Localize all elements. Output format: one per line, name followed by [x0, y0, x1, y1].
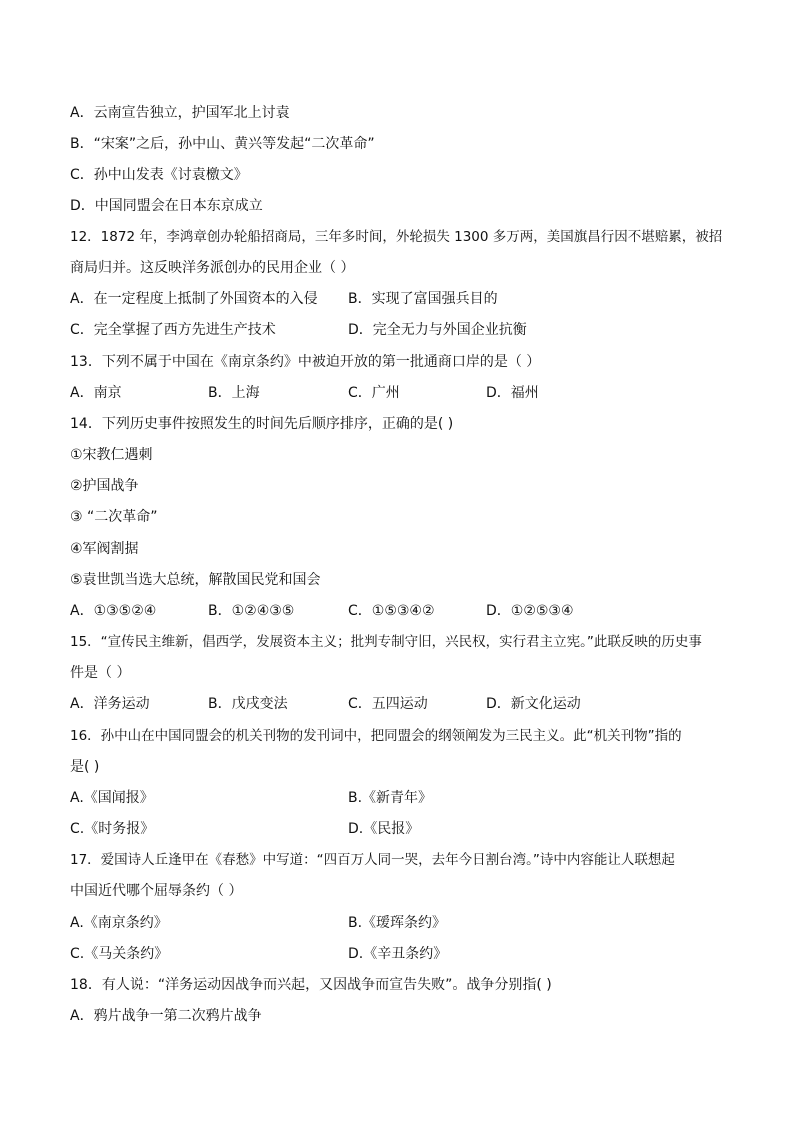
- q11-option-b: B．“宋案”之后，孙中山、黄兴等发起“二次革命”: [70, 136, 375, 152]
- q16-option-c: C.《时务报》: [70, 821, 155, 837]
- q17-option-c: C.《马关条约》: [70, 946, 169, 962]
- q12-option-c: C．完全掌握了西方先进生产技术: [70, 322, 276, 338]
- q16-options-row2: [70, 819, 730, 839]
- q15-option-a: A．洋务运动: [70, 696, 150, 712]
- q14-item-5: ⑤袁世凯当选大总统，解散国民党和国会: [70, 572, 321, 588]
- q14-options: [70, 601, 730, 621]
- q16-option-a: A.《国闻报》: [70, 790, 154, 806]
- q13-option-d: D．福州: [486, 385, 539, 401]
- q13-options: [70, 383, 730, 403]
- q15-option-d: D．新文化运动: [486, 696, 581, 712]
- q17-options-row2: [70, 944, 730, 964]
- q17-stem-line1: 17．爱国诗人丘逢甲在《春愁》中写道：“四百万人同一哭，去年今日割台湾。”诗中内容能让人联想起: [70, 852, 675, 868]
- q15-stem-line1: 15．“宣传民主维新，倡西学，发展资本主义；批判专制守旧，兴民权，实行君主立宪。”此联反映的历史事: [70, 634, 702, 650]
- q14-stem: 14．下列历史事件按照发生的时间先后顺序排序，正确的是( ): [70, 416, 454, 432]
- q14-item-1: ①宋教仁遇刺: [70, 447, 153, 463]
- q12-stem-line1: 12．1872 年，李鸿章创办轮船招商局，三年多时间，外轮损失 1300 多万两，美国旗昌行因不堪赔累，被招: [70, 229, 723, 245]
- q17-stem-line2: 中国近代哪个屈辱条约（ ）: [70, 883, 243, 899]
- q15-option-c: C．五四运动: [348, 696, 428, 712]
- q17-option-b: B.《瑷珲条约》: [348, 915, 447, 931]
- q13-option-a: A．南京: [70, 385, 122, 401]
- q12-options-row2: [70, 320, 730, 340]
- q14-option-b: B．①②④③⑤: [208, 603, 295, 619]
- q16-option-b: B.《新青年》: [348, 790, 433, 806]
- q11-option-d: D．中国同盟会在日本东京成立: [70, 198, 263, 214]
- q15-stem-line2: 件是（ ）: [70, 665, 131, 681]
- q11-option-a: A．云南宣告独立，护国军北上讨袁: [70, 105, 290, 121]
- q13-option-b: B．上海: [208, 385, 260, 401]
- q11-option-c: C．孙中山发表《讨袁檄文》: [70, 167, 248, 183]
- q14-option-d: D．①②⑤③④: [486, 603, 574, 619]
- q12-option-b: B．实现了富国强兵目的: [348, 291, 498, 307]
- q18-option-a: A．鸦片战争一第二次鸦片战争: [70, 1008, 262, 1024]
- q14-item-3: ③ “二次革命”: [70, 509, 158, 525]
- q16-stem-line1: 16．孙中山在中国同盟会的机关刊物的发刊词中，把同盟会的纲领阐发为三民主义。此“机关刊物”指的: [70, 728, 682, 744]
- q12-option-a: A．在一定程度上抵制了外国资本的入侵: [70, 291, 318, 307]
- q17-option-d: D.《辛丑条约》: [348, 946, 448, 962]
- q16-stem-line2: 是( ): [70, 759, 100, 775]
- q15-option-b: B．戊戌变法: [208, 696, 288, 712]
- q14-item-2: ②护国战争: [70, 478, 139, 494]
- q14-item-4: ④军阀割据: [70, 541, 139, 557]
- q18-stem: 18．有人说：“洋务运动因战争而兴起，又因战争而宣告失败”。战争分别指( ): [70, 977, 552, 993]
- q14-option-c: C．①⑤③④②: [348, 603, 435, 619]
- q14-option-a: A．①③⑤②④: [70, 603, 157, 619]
- q13-option-c: C．广州: [348, 385, 400, 401]
- q12-stem-line2: 商局归并。这反映洋务派创办的民用企业（ ）: [70, 260, 355, 276]
- q17-options-row1: [70, 913, 730, 933]
- q12-options-row1: [70, 289, 730, 309]
- q15-options: [70, 694, 730, 714]
- q13-stem: 13．下列不属于中国在《南京条约》中被迫开放的第一批通商口岸的是（ ）: [70, 354, 541, 370]
- q16-option-d: D.《民报》: [348, 821, 420, 837]
- q17-option-a: A.《南京条约》: [70, 915, 168, 931]
- q16-options-row1: [70, 788, 730, 808]
- q12-option-d: D．完全无力与外国企业抗衡: [348, 322, 527, 338]
